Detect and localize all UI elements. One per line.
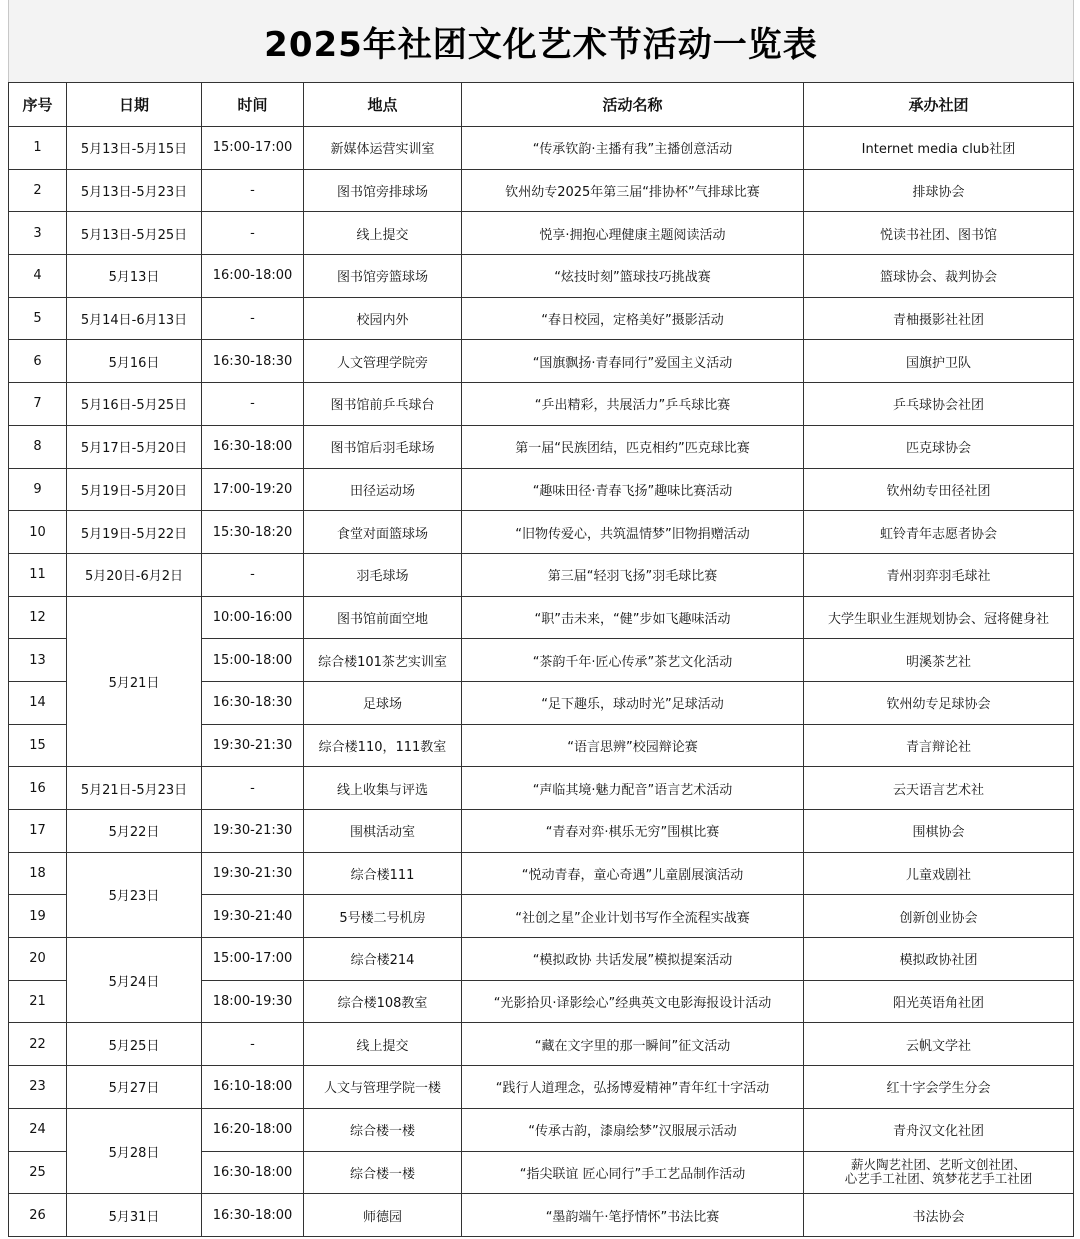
table-row bbox=[9, 383, 1074, 426]
cell-no: 11 bbox=[9, 553, 67, 596]
cell-no: 12 bbox=[9, 596, 67, 639]
cell-date: 5月19日-5月20日 bbox=[67, 468, 202, 511]
cell-no: 17 bbox=[9, 810, 67, 853]
cell-date-merged: 5月23日 bbox=[67, 852, 202, 937]
column-header-no: 序号 bbox=[9, 83, 67, 127]
cell-no: 7 bbox=[9, 383, 67, 426]
cell-date: 5月13日 bbox=[67, 255, 202, 298]
table-row bbox=[9, 127, 1074, 170]
column-header-place: 地点 bbox=[304, 83, 462, 127]
cell-time: - bbox=[202, 169, 304, 212]
cell-no: 1 bbox=[9, 127, 67, 170]
cell-time: 16:20-18:00 bbox=[202, 1108, 304, 1151]
cell-time: - bbox=[202, 383, 304, 426]
cell-date-merged: 5月28日 bbox=[67, 1108, 202, 1193]
cell-time: 19:30-21:30 bbox=[202, 852, 304, 895]
cell-no: 19 bbox=[9, 895, 67, 938]
cell-time: 19:30-21:30 bbox=[202, 724, 304, 767]
table-row bbox=[9, 511, 1074, 554]
cell-time: 15:00-18:00 bbox=[202, 639, 304, 682]
cell-organizer: 云帆文学社 bbox=[804, 1023, 1074, 1066]
cell-date: 5月16日-5月25日 bbox=[67, 383, 202, 426]
table-row bbox=[9, 468, 1074, 511]
cell-activity: “春日校园，定格美好”摄影活动 bbox=[462, 297, 804, 340]
table-row bbox=[9, 767, 1074, 810]
table-row bbox=[9, 169, 1074, 212]
cell-time: - bbox=[202, 553, 304, 596]
cell-time: 16:30-18:00 bbox=[202, 1151, 304, 1194]
cell-time: 19:30-21:40 bbox=[202, 895, 304, 938]
cell-organizer: 悦读书社团、图书馆 bbox=[804, 212, 1074, 255]
cell-date: 5月25日 bbox=[67, 1023, 202, 1066]
cell-date-merged: 5月21日 bbox=[67, 596, 202, 767]
cell-place: 综合楼一楼 bbox=[304, 1108, 462, 1151]
cell-time: 16:30-18:30 bbox=[202, 681, 304, 724]
cell-activity: “传承钦韵·主播有我”主播创意活动 bbox=[462, 127, 804, 170]
cell-no: 6 bbox=[9, 340, 67, 383]
cell-organizer: 书法协会 bbox=[804, 1194, 1074, 1237]
cell-place: 综合楼一楼 bbox=[304, 1151, 462, 1194]
cell-activity: “传承古韵，漆扇绘梦”汉服展示活动 bbox=[462, 1108, 804, 1151]
cell-time: 16:30-18:00 bbox=[202, 1194, 304, 1237]
cell-place: 图书馆旁篮球场 bbox=[304, 255, 462, 298]
cell-place: 综合楼101茶艺实训室 bbox=[304, 639, 462, 682]
cell-time: 15:30-18:20 bbox=[202, 511, 304, 554]
cell-time: 19:30-21:30 bbox=[202, 810, 304, 853]
cell-date: 5月14日-6月13日 bbox=[67, 297, 202, 340]
cell-date: 5月16日 bbox=[67, 340, 202, 383]
cell-no: 25 bbox=[9, 1151, 67, 1194]
cell-time: - bbox=[202, 1023, 304, 1066]
cell-no: 4 bbox=[9, 255, 67, 298]
cell-place: 综合楼111 bbox=[304, 852, 462, 895]
cell-organizer: Internet media club社团 bbox=[804, 127, 1074, 170]
table-header-row bbox=[9, 83, 1074, 127]
cell-place: 图书馆前面空地 bbox=[304, 596, 462, 639]
cell-no: 24 bbox=[9, 1108, 67, 1151]
title-bar bbox=[8, 0, 1074, 82]
cell-place: 新媒体运营实训室 bbox=[304, 127, 462, 170]
cell-activity: “职”击未来，“健”步如飞趣味活动 bbox=[462, 596, 804, 639]
cell-no: 5 bbox=[9, 297, 67, 340]
cell-organizer: 青舟汉文化社团 bbox=[804, 1108, 1074, 1151]
cell-activity: “声临其境·魅力配音”语言艺术活动 bbox=[462, 767, 804, 810]
organizer-line-2: 心艺手工社团、筑梦花艺手工社团 bbox=[844, 1171, 1033, 1187]
cell-place: 食堂对面篮球场 bbox=[304, 511, 462, 554]
table-row bbox=[9, 938, 1074, 981]
cell-place: 田径运动场 bbox=[304, 468, 462, 511]
cell-activity: 钦州幼专2025年第三届“排协杯”气排球比赛 bbox=[462, 169, 804, 212]
table-row bbox=[9, 1108, 1074, 1151]
table-row bbox=[9, 810, 1074, 853]
cell-no: 3 bbox=[9, 212, 67, 255]
cell-no: 2 bbox=[9, 169, 67, 212]
cell-organizer: 阳光英语角社团 bbox=[804, 980, 1074, 1023]
cell-time: 15:00-17:00 bbox=[202, 127, 304, 170]
cell-activity: “国旗飘扬·青春同行”爱国主义活动 bbox=[462, 340, 804, 383]
cell-time: 16:30-18:30 bbox=[202, 340, 304, 383]
cell-time: 16:10-18:00 bbox=[202, 1066, 304, 1109]
organizer-line-1: 薪火陶艺社团、艺昕文创社团、 bbox=[850, 1157, 1026, 1173]
cell-date: 5月20日-6月2日 bbox=[67, 553, 202, 596]
cell-date: 5月13日-5月25日 bbox=[67, 212, 202, 255]
cell-activity: “语言思辨”校园辩论赛 bbox=[462, 724, 804, 767]
cell-time: - bbox=[202, 212, 304, 255]
cell-activity: “炫技时刻”篮球技巧挑战赛 bbox=[462, 255, 804, 298]
cell-date: 5月13日-5月15日 bbox=[67, 127, 202, 170]
column-header-time: 时间 bbox=[202, 83, 304, 127]
cell-organizer: 儿童戏剧社 bbox=[804, 852, 1074, 895]
table-row bbox=[9, 425, 1074, 468]
cell-time: 16:00-18:00 bbox=[202, 255, 304, 298]
cell-no: 9 bbox=[9, 468, 67, 511]
cell-date: 5月31日 bbox=[67, 1194, 202, 1237]
cell-no: 21 bbox=[9, 980, 67, 1023]
cell-activity: “悦动青春，童心奇遇”儿童剧展演活动 bbox=[462, 852, 804, 895]
cell-organizer: 虹铃青年志愿者协会 bbox=[804, 511, 1074, 554]
table-row bbox=[9, 596, 1074, 639]
cell-activity: “指尖联谊 匠心同行”手工艺品制作活动 bbox=[462, 1151, 804, 1194]
cell-organizer: 乒乓球协会社团 bbox=[804, 383, 1074, 426]
table-row bbox=[9, 212, 1074, 255]
cell-organizer: 青言辩论社 bbox=[804, 724, 1074, 767]
cell-organizer: 创新创业协会 bbox=[804, 895, 1074, 938]
table-row bbox=[9, 297, 1074, 340]
cell-place: 图书馆旁排球场 bbox=[304, 169, 462, 212]
cell-organizer: 排球协会 bbox=[804, 169, 1074, 212]
cell-time: 18:00-19:30 bbox=[202, 980, 304, 1023]
cell-activity: “社创之星”企业计划书写作全流程实战赛 bbox=[462, 895, 804, 938]
cell-organizer bbox=[804, 1151, 1074, 1194]
cell-organizer: 钦州幼专足球协会 bbox=[804, 681, 1074, 724]
cell-activity: “墨韵端午·笔抒情怀”书法比赛 bbox=[462, 1194, 804, 1237]
cell-organizer: 模拟政协社团 bbox=[804, 938, 1074, 981]
cell-organizer: 钦州幼专田径社团 bbox=[804, 468, 1074, 511]
cell-time: 15:00-17:00 bbox=[202, 938, 304, 981]
cell-no: 15 bbox=[9, 724, 67, 767]
cell-place: 线上收集与评选 bbox=[304, 767, 462, 810]
cell-no: 13 bbox=[9, 639, 67, 682]
cell-no: 26 bbox=[9, 1194, 67, 1237]
cell-activity: “模拟政协 共话发展”模拟提案活动 bbox=[462, 938, 804, 981]
cell-activity: “光影拾贝·译影绘心”经典英文电影海报设计活动 bbox=[462, 980, 804, 1023]
cell-activity: “茶韵千年·匠心传承”茶艺文化活动 bbox=[462, 639, 804, 682]
cell-time: 17:00-19:20 bbox=[202, 468, 304, 511]
cell-place: 图书馆前乒乓球台 bbox=[304, 383, 462, 426]
cell-place: 人文管理学院旁 bbox=[304, 340, 462, 383]
cell-time: 16:30-18:00 bbox=[202, 425, 304, 468]
cell-place: 综合楼214 bbox=[304, 938, 462, 981]
cell-organizer: 明溪茶艺社 bbox=[804, 639, 1074, 682]
cell-date: 5月21日-5月23日 bbox=[67, 767, 202, 810]
cell-no: 8 bbox=[9, 425, 67, 468]
page-title: 2025年社团文化艺术节活动一览表 bbox=[264, 24, 818, 65]
cell-no: 10 bbox=[9, 511, 67, 554]
cell-no: 14 bbox=[9, 681, 67, 724]
cell-date: 5月17日-5月20日 bbox=[67, 425, 202, 468]
table-row bbox=[9, 1023, 1074, 1066]
table-row bbox=[9, 1066, 1074, 1109]
cell-place: 足球场 bbox=[304, 681, 462, 724]
cell-place: 线上提交 bbox=[304, 1023, 462, 1066]
cell-activity: 悦享·拥抱心理健康主题阅读活动 bbox=[462, 212, 804, 255]
cell-organizer: 云天语言艺术社 bbox=[804, 767, 1074, 810]
cell-time: 10:00-16:00 bbox=[202, 596, 304, 639]
table-row bbox=[9, 852, 1074, 895]
table-row bbox=[9, 553, 1074, 596]
cell-place: 5号楼二号机房 bbox=[304, 895, 462, 938]
cell-activity: “藏在文字里的那一瞬间”征文活动 bbox=[462, 1023, 804, 1066]
cell-time: - bbox=[202, 767, 304, 810]
cell-place: 综合楼108教室 bbox=[304, 980, 462, 1023]
cell-no: 20 bbox=[9, 938, 67, 981]
cell-place: 羽毛球场 bbox=[304, 553, 462, 596]
cell-date: 5月27日 bbox=[67, 1066, 202, 1109]
cell-no: 18 bbox=[9, 852, 67, 895]
cell-activity: “乒出精彩，共展活力”乒乓球比赛 bbox=[462, 383, 804, 426]
cell-place: 图书馆后羽毛球场 bbox=[304, 425, 462, 468]
activity-table bbox=[8, 82, 1074, 1237]
cell-organizer: 青州羽弈羽毛球社 bbox=[804, 553, 1074, 596]
cell-organizer: 篮球协会、裁判协会 bbox=[804, 255, 1074, 298]
cell-activity: “青春对弈·棋乐无穷”围棋比赛 bbox=[462, 810, 804, 853]
cell-no: 16 bbox=[9, 767, 67, 810]
table-row bbox=[9, 1194, 1074, 1237]
cell-activity: “趣味田径·青春飞扬”趣味比赛活动 bbox=[462, 468, 804, 511]
cell-activity: “践行人道理念，弘扬博爱精神”青年红十字活动 bbox=[462, 1066, 804, 1109]
cell-place: 人文与管理学院一楼 bbox=[304, 1066, 462, 1109]
table-row bbox=[9, 255, 1074, 298]
cell-activity: 第一届“民族团结，匹克相约”匹克球比赛 bbox=[462, 425, 804, 468]
cell-organizer: 匹克球协会 bbox=[804, 425, 1074, 468]
cell-place: 综合楼110，111教室 bbox=[304, 724, 462, 767]
cell-place: 师德园 bbox=[304, 1194, 462, 1237]
cell-place: 线上提交 bbox=[304, 212, 462, 255]
cell-date: 5月22日 bbox=[67, 810, 202, 853]
cell-organizer: 大学生职业生涯规划协会、冠将健身社 bbox=[804, 596, 1074, 639]
cell-no: 22 bbox=[9, 1023, 67, 1066]
cell-time: - bbox=[202, 297, 304, 340]
cell-place: 围棋活动室 bbox=[304, 810, 462, 853]
cell-organizer: 围棋协会 bbox=[804, 810, 1074, 853]
table-row bbox=[9, 340, 1074, 383]
column-header-activity: 活动名称 bbox=[462, 83, 804, 127]
cell-activity: “旧物传爱心，共筑温情梦”旧物捐赠活动 bbox=[462, 511, 804, 554]
cell-activity: “足下趣乐，球动时光”足球活动 bbox=[462, 681, 804, 724]
cell-date: 5月13日-5月23日 bbox=[67, 169, 202, 212]
cell-place: 校园内外 bbox=[304, 297, 462, 340]
cell-organizer: 红十字会学生分会 bbox=[804, 1066, 1074, 1109]
cell-date: 5月19日-5月22日 bbox=[67, 511, 202, 554]
cell-no: 23 bbox=[9, 1066, 67, 1109]
cell-date-merged: 5月24日 bbox=[67, 938, 202, 1023]
cell-activity: 第三届“轻羽飞扬”羽毛球比赛 bbox=[462, 553, 804, 596]
column-header-organizer: 承办社团 bbox=[804, 83, 1074, 127]
cell-organizer: 青柚摄影社社团 bbox=[804, 297, 1074, 340]
column-header-date: 日期 bbox=[67, 83, 202, 127]
cell-organizer: 国旗护卫队 bbox=[804, 340, 1074, 383]
